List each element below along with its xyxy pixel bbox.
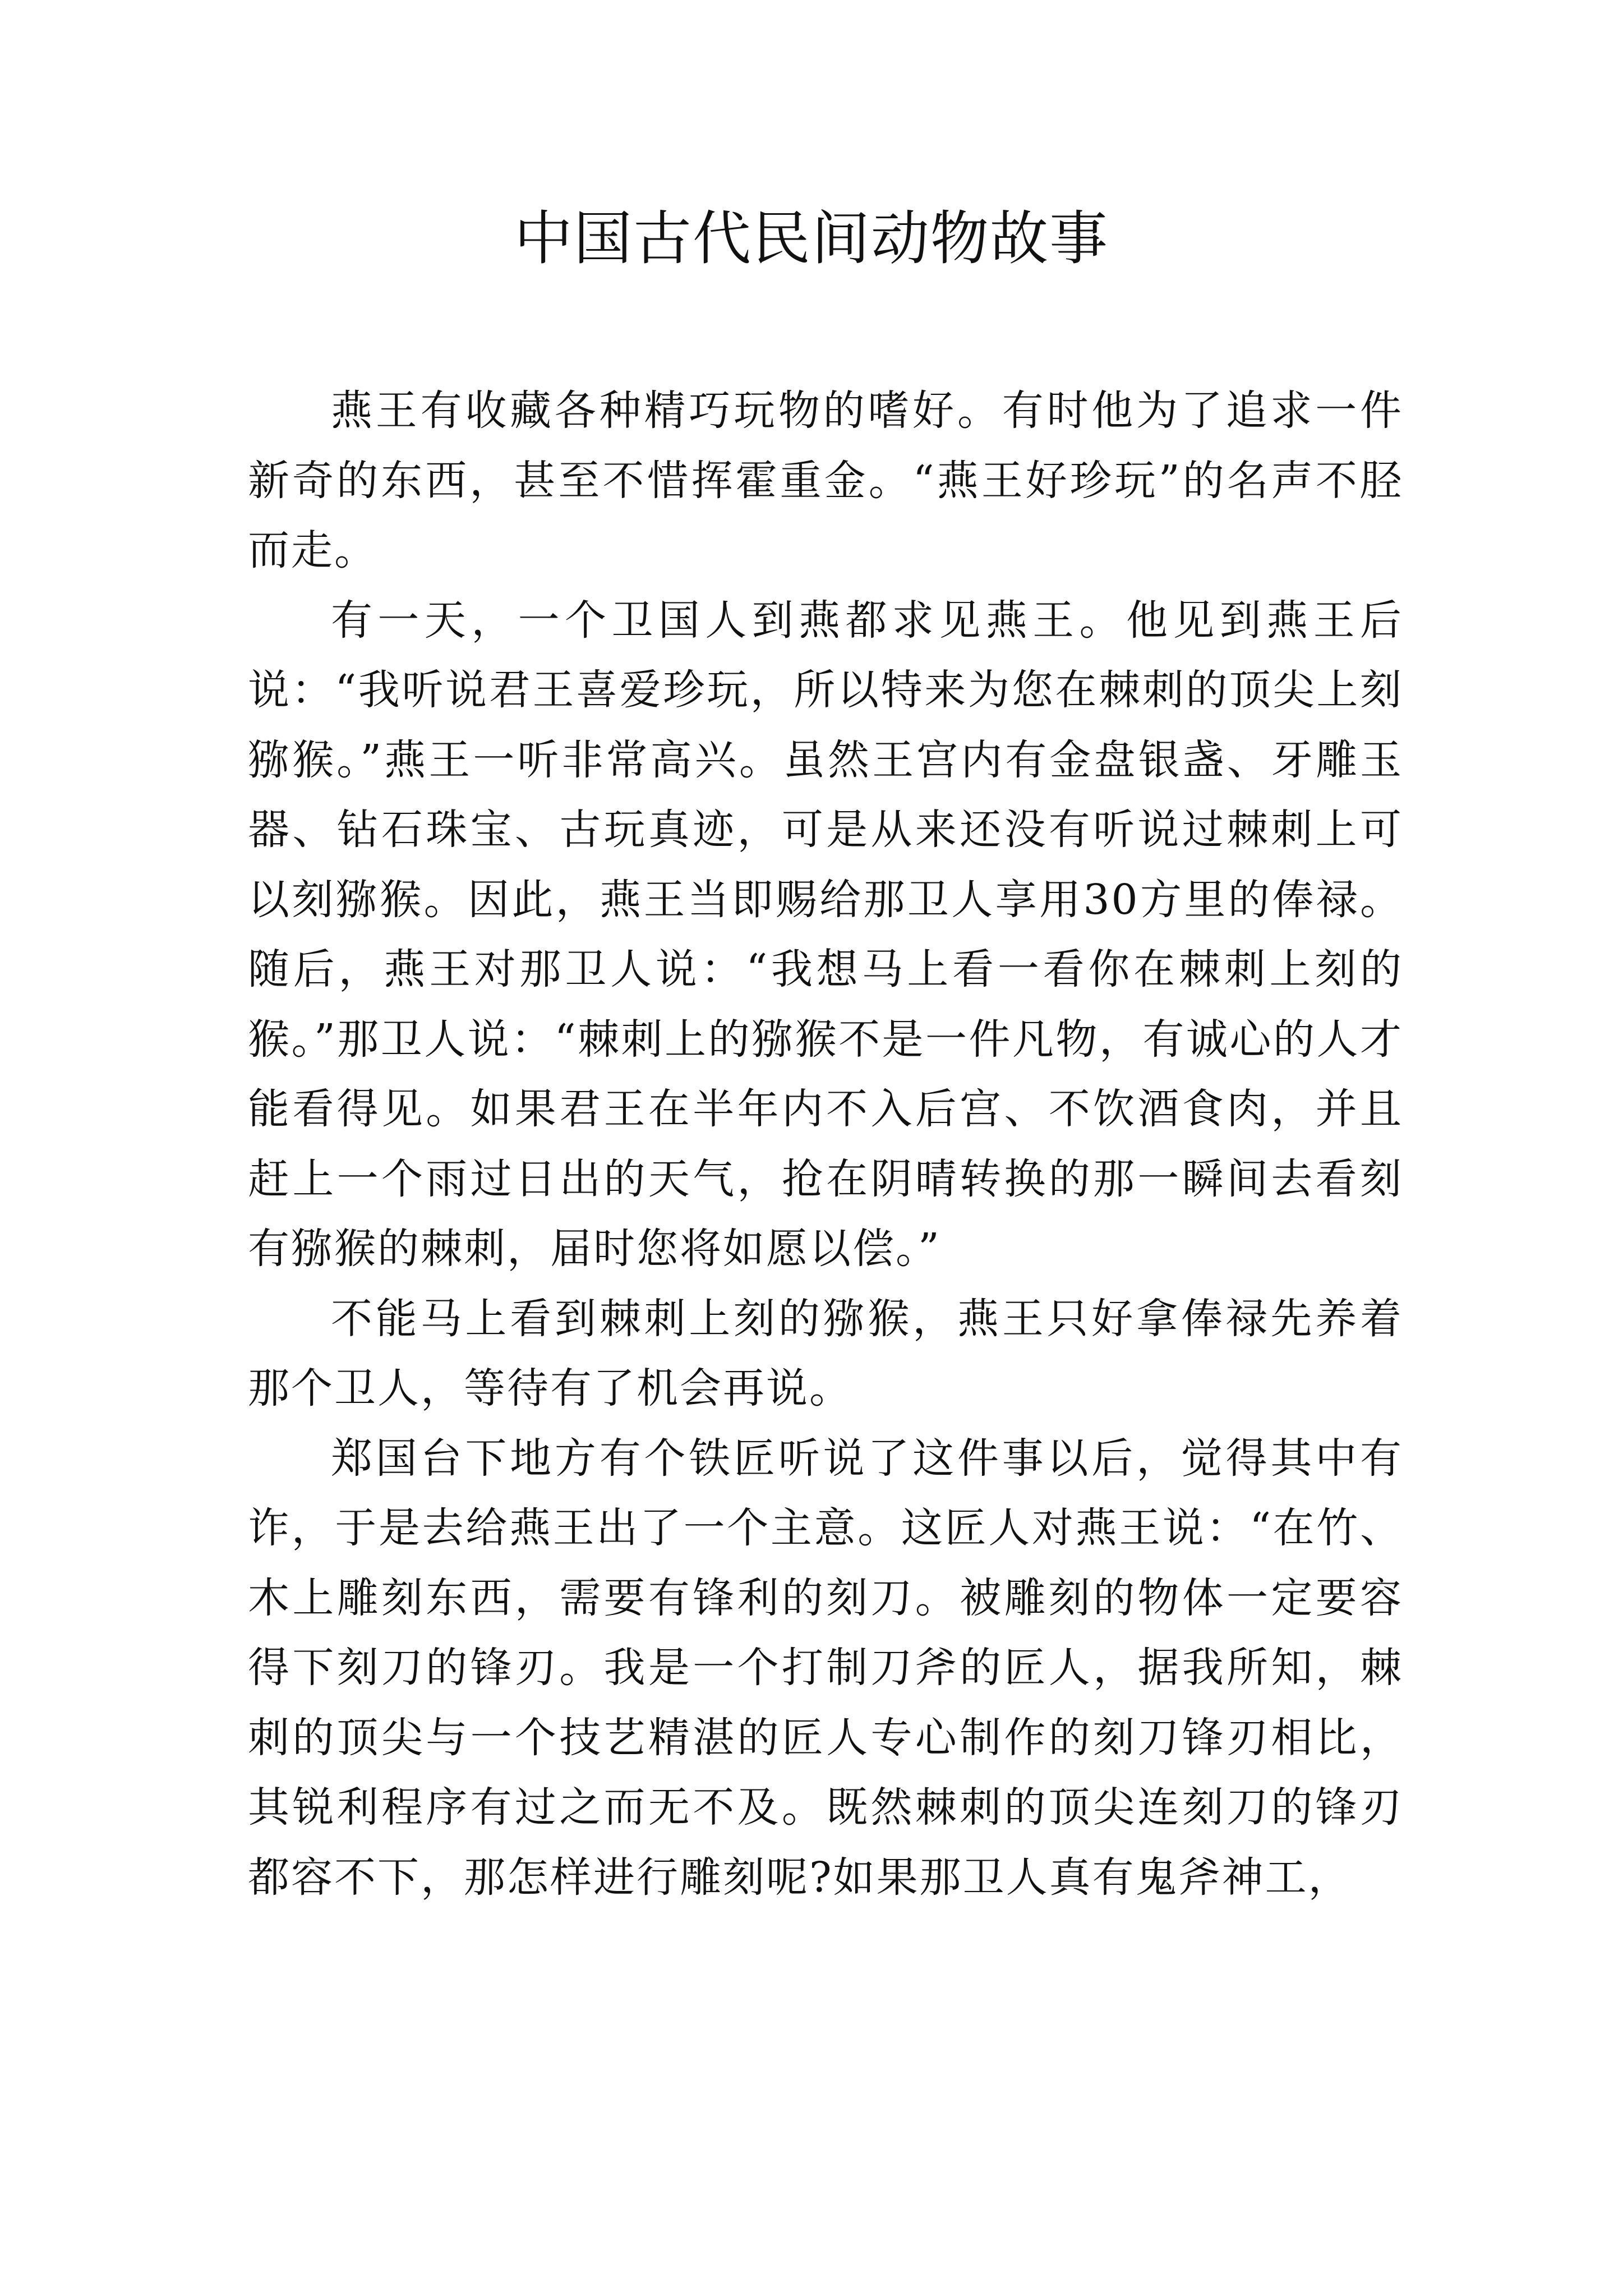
paragraph: 郑国台下地方有个铁匠听说了这件事以后，觉得其中有诈，于是去给燕王出了一个主意。这匠人对燕王说：“在竹、木上雕刻东西，需要有锋利的刻刀。被雕刻的物体一定要容得下刻刀的锋刃。我是一个打制刀斧的匠人，据我所知，棘刺的顶尖与一个技艺精湛的匠人专心制作的刻刀锋刃相比，其锐利程序有过之而无不及。既然棘刺的顶尖连刻刀的锋刃都容不下，那怎样进行雕刻呢?如果那卫人真有鬼斧神工， — [248, 1434, 1403, 1902]
document-body — [248, 376, 1403, 1912]
paragraph: 燕王有收藏各种精巧玩物的嗜好。有时他为了追求一件新奇的东西，甚至不惜挥霍重金。“燕王好珍玩”的名声不胫而走。 — [248, 386, 1403, 574]
document-title: 中国古代民间动物故事 — [514, 204, 1109, 273]
paragraph: 不能马上看到棘刺上刻的猕猴，燕王只好拿俸禄先养着那个卫人，等待有了机会再说。 — [248, 1294, 1403, 1412]
paragraph: 有一天，一个卫国人到燕都求见燕王。他见到燕王后说：“我听说君王喜爱珍玩，所以特来为您在棘刺的顶尖上刻猕猴。”燕王一听非常高兴。虽然王宫内有金盘银盏、牙雕玉器、钻石珠宝、古玩真迹，可是从来还没有听说过棘刺上可以刻猕猴。因此，燕王当即赐给那卫人享用30方里的俸禄。随后，燕王对那卫人说：“我想马上看一看你在棘刺上刻的猴。”那卫人说：“棘刺上的猕猴不是一件凡物，有诚心的人才能看得见。如果君王在半年内不入后宫、不饮酒食肉，并且赶上一个雨过日出的天气，抢在阴晴转换的那一瞬间去看刻有猕猴的棘刺，届时您将如愿以偿。” — [248, 596, 1403, 1273]
